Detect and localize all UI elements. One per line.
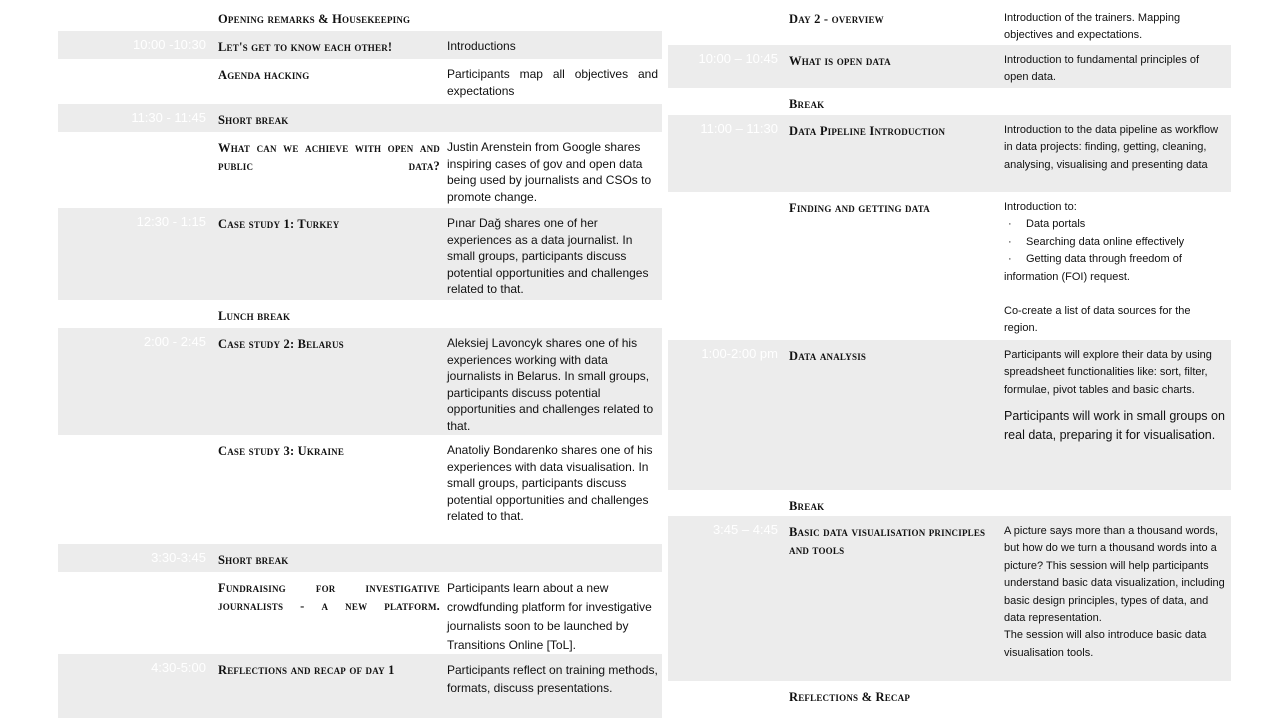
session-description: Aleksiej Lavoncyk shares one of his experiences working with data journalists in Belarus. In small groups, participants discuss potential opportunities and challenges related to that. [447,336,654,433]
session-description: Introduction to the data pipeline as workflow in data projects: finding, getting, cleaning, analysing, visualising and presenting data [1004,124,1219,171]
session-description: Pınar Dağ shares one of her experiences as a data journalist. In small groups, participants discuss potential opportunities and challenges related to that. [447,216,649,297]
session-title: What can we achieve with open and public data? [218,141,440,173]
time-slot: 9:30 -10:00 [140,9,206,24]
day2-row [668,340,1231,490]
session-title: Agenda hacking [218,68,310,82]
day1-row [58,132,662,208]
day1-row [58,435,662,544]
session-title: Short break [218,553,289,567]
day2-row [668,516,1231,681]
session-description: Introduction to fundamental principles of open data. [1004,54,1200,84]
session-description [1004,523,1226,662]
time-slot: 10:45 – 11:00 [699,94,778,109]
time-slot: 9:30 -10:00 [712,9,778,24]
session-title: Case study 1: Turkey [218,217,340,231]
desc-continuation: information (FOI) request. [1004,270,1130,283]
day2-row [668,115,1231,192]
topic-list [1004,216,1226,268]
day2-row [668,681,1231,718]
time-slot: 11:30 – 1:00 [706,198,778,213]
day1-row [58,31,662,59]
day1-row [58,328,662,435]
time-slot: 12:30 - 1:15 [136,214,206,229]
session-title: Break [789,97,825,111]
time-slot: 4:30-5:00 [151,660,206,675]
session-description: Participants map all objectives and expectations [447,67,658,98]
session-title: Opening remarks & Housekeeping [218,12,411,26]
day1-row [58,3,662,31]
day2-row [668,88,1231,115]
day2-row [668,45,1231,88]
session-title: Short break [218,113,289,127]
session-title: Data Pipeline Introduction [789,124,946,138]
time-slot: 10:00 -10:30 [132,37,206,52]
session-title: Data analysis [789,349,867,363]
desc-primary: Participants will explore their data by using spreadsheet functionalities like: sort, filter, formulae, pivot tables and basic charts. [1004,349,1212,396]
time-slot: 1:00-2:00 pm [701,346,778,361]
time-slot: 3:30 - 3:45 pm [694,496,778,511]
time-slot: 2:00 - 2:45 [143,334,206,349]
session-title: Reflections & Recap [789,690,911,704]
topic-item: · Getting data through freedom of [1004,251,1226,268]
session-title: Reflections and recap of day 1 [218,663,395,677]
desc-secondary: Participants will work in small groups on real data, preparing it for visualisation. [1004,409,1225,443]
time-slot: 1:15 - 2:00 [143,306,206,321]
session-description [1004,347,1226,445]
desc-primary: A picture says more than a thousand words, but how do we turn a thousand words into a picture? This session will help participants understand basic data visualization, including basic design principles, types of data, and data representation. [1004,525,1225,625]
time-slot: 3:45-4:30 [151,578,206,593]
session-title: Day 2 - overview [789,12,884,26]
time-slot: 10:30 - 11:30 [130,65,206,80]
day1-row [58,59,662,104]
session-title: Let's get to know each other! [218,40,393,54]
time-slot: 3:45 – 4:45 [712,522,778,537]
desc-intro: Introduction to: [1004,201,1077,213]
day1-row [58,572,662,654]
day2-agenda-table [668,3,1231,718]
session-description: Introductions [447,39,516,53]
day2-row [668,192,1231,340]
day1-row [58,300,662,328]
day2-row [668,490,1231,516]
session-title: Basic data visualisation principles and tools [789,525,986,557]
day1-row [58,208,662,300]
session-description: Participants learn about a new crowdfunding platform for investigative journalists soon to be launched by Transitions Online [ToL]. [447,581,652,652]
time-slot: 3:30-3:45 [151,550,206,565]
time-slot: 11:00 – 11:30 [700,121,778,136]
topic-item: · Data portals [1004,216,1226,233]
time-slot: 2:45-3:30 [151,441,206,456]
session-title: Break [789,499,825,513]
session-title: What is open data [789,54,891,68]
session-title: Case study 3: Ukraine [218,444,345,458]
day2-row [668,3,1231,45]
topic-item: · Searching data online effectively [1004,234,1226,251]
day1-row [58,544,662,572]
desc-secondary: Co-create a list of data sources for the region. [1004,305,1191,335]
time-slot: 4:45 – 5:00pm [694,687,778,702]
time-slot: 11:30 - 11:45 [131,110,206,125]
session-title: Fundraising for investigative journalists - a new platform. [218,581,440,613]
session-description: Anatoliy Bondarenko shares one of his experiences with data visualisation. In small groups, participants discuss potential opportunities and challenges related to that. [447,443,653,524]
desc-secondary: The session will also introduce basic data visualisation tools. [1004,629,1207,659]
time-slot: 11:45 - 12:30 [130,138,206,153]
day1-row [58,104,662,132]
session-title: Finding and getting data [789,201,930,215]
session-description: Participants reflect on training methods, formats, discuss presentations. [447,663,658,695]
session-title: Case study 2: Belarus [218,337,344,351]
day1-row [58,654,662,718]
session-title: Lunch break [218,309,291,323]
day1-agenda-table [58,3,662,718]
session-description [1004,199,1226,338]
session-description: Justin Arenstein from Google shares inspiring cases of gov and open data being used by journalists and CSOs to promote change. [447,140,652,204]
time-slot: 10:00 – 10:45 [698,51,778,66]
session-description: Introduction of the trainers. Mapping objectives and expectations. [1004,12,1181,42]
